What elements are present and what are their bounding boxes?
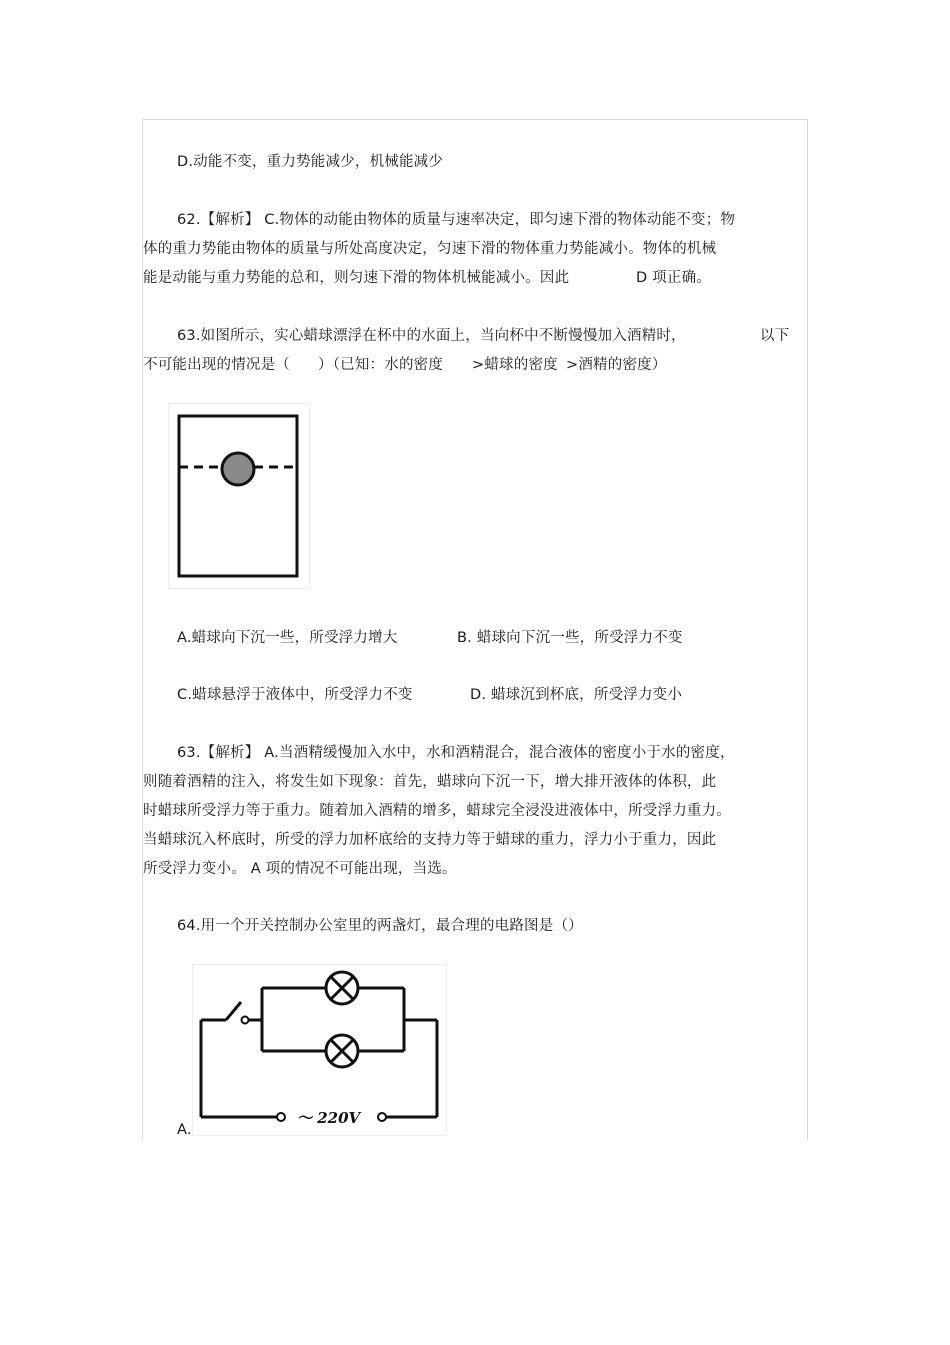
q63-stem-line-2d: >酒精的密度） bbox=[566, 357, 667, 373]
power-source-label: ～ 220V bbox=[297, 1109, 361, 1127]
a63-line-1: 63.【解析】 A.当酒精缓慢加入水中，水和酒精混合，混合液体的密度小于水的密度， bbox=[177, 745, 735, 761]
a63-line-4: 当蜡球沉入杯底时，所受的浮力加杯底给的支持力等于蜡球的重力，浮力小于重力，因此 bbox=[143, 832, 717, 848]
a62-line-2: 体的重力势能由物体的质量与所处高度决定，匀速下滑的物体重力势能减小。物体的机械 bbox=[143, 241, 717, 257]
a63-line-5: 所受浮力变小。 A 项的情况不可能出现，当选。 bbox=[143, 861, 457, 877]
a62-line-3a: 能是动能与重力势能的总和，则匀速下滑的物体机械能减小。因此 bbox=[143, 270, 570, 286]
q63-stem-line-1-end: 以下 bbox=[760, 328, 790, 344]
circuit-diagram-figure bbox=[192, 964, 447, 1136]
q64-stem: 64.用一个开关控制办公室里的两盏灯，最合理的电路图是（） bbox=[177, 918, 583, 934]
q61-option-d: D.动能不变，重力势能减少，机械能减少 bbox=[177, 154, 444, 170]
q63-stem-line-2b: ）（已知：水的密度 bbox=[318, 357, 444, 373]
wax-ball-cup-figure bbox=[168, 403, 310, 589]
q63-option-a: A.蜡球向下沉一些，所受浮力增大 bbox=[177, 630, 398, 646]
q63-option-d: D. 蜡球沉到杯底，所受浮力变小 bbox=[470, 687, 683, 703]
a63-line-3: 时蜡球所受浮力等于重力。随着加入酒精的增多，蜡球完全浸没进液体中，所受浮力重力。 bbox=[143, 803, 731, 819]
a62-line-1: 62.【解析】 C.物体的动能由物体的质量与速率决定，即匀速下滑的物体动能不变；物 bbox=[177, 212, 736, 228]
a63-line-2: 则随着酒精的注入，将发生如下现象：首先，蜡球向下沉一下，增大排开液体的体积，此 bbox=[143, 774, 717, 790]
q63-stem-line-2c: >蜡球的密度 bbox=[472, 357, 558, 373]
a62-line-3b: D 项正确。 bbox=[636, 270, 711, 286]
q63-stem-line-2a: 不可能出现的情况是（ bbox=[143, 357, 290, 373]
q63-option-c: C.蜡球悬浮于液体中，所受浮力不变 bbox=[177, 687, 413, 703]
q63-stem-line-1: 63.如图所示，实心蜡球漂浮在杯中的水面上，当向杯中不断慢慢加入酒精时， bbox=[177, 328, 686, 344]
q64-option-a-label: A. bbox=[177, 1122, 192, 1138]
q63-option-b: B. 蜡球向下沉一些，所受浮力不变 bbox=[457, 630, 683, 646]
